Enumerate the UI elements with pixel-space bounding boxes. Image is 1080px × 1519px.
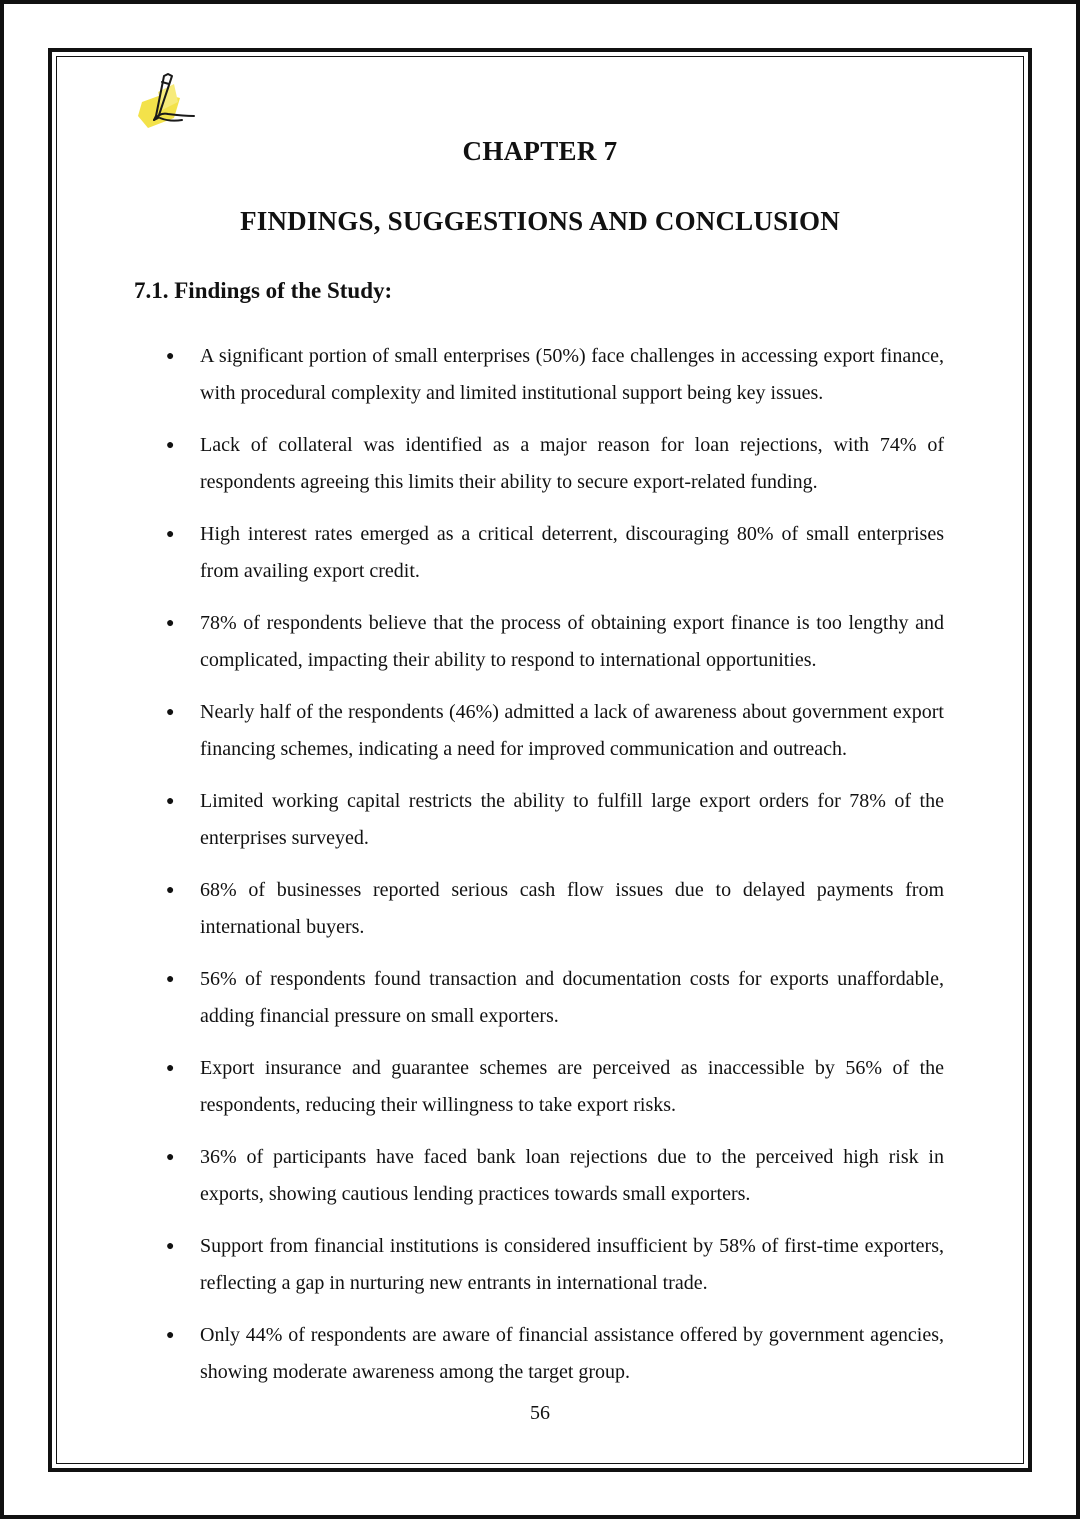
page-number: 56 [530,1402,550,1424]
finding-text: A significant portion of small enterprises (50%) face challenges in accessing export finance, with procedural complexity and limited institutional support being key issues. [200,345,944,404]
bullet-icon: ● [166,1239,175,1254]
finding-item [164,1228,944,1317]
pen-writing-icon [134,72,204,132]
finding-text: Limited working capital restricts the ability to fulfill large export orders for 78% of the enterprises surveyed. [200,790,944,849]
chapter-title: FINDINGS, SUGGESTIONS AND CONCLUSION [240,206,840,236]
finding-item [164,1139,944,1228]
finding-text: Lack of collateral was identified as a major reason for loan rejections, with 74% of respondents agreeing this limits their ability to secure export-related funding. [200,434,944,493]
bullet-icon: ● [166,972,175,987]
findings-list [164,338,944,1406]
finding-item [164,338,944,427]
bullet-icon: ● [166,1061,175,1076]
finding-text: Export insurance and guarantee schemes are perceived as inaccessible by 56% of the respondents, reducing their willingness to take export risks. [200,1057,944,1116]
bullet-icon: ● [166,883,175,898]
bullet-icon: ● [166,349,175,364]
bullet-icon: ● [166,527,175,542]
finding-item [164,872,944,961]
chapter-number: CHAPTER 7 [462,136,618,166]
finding-text: High interest rates emerged as a critical deterrent, discouraging 80% of small enterprises from availing export credit. [200,523,944,582]
finding-text: 68% of businesses reported serious cash flow issues due to delayed payments from international buyers. [200,879,944,938]
finding-item [164,1317,944,1406]
finding-text: Support from financial institutions is considered insufficient by 58% of first-time exporters, reflecting a gap in nurturing new entrants in international trade. [200,1235,944,1294]
finding-item [164,783,944,872]
bullet-icon: ● [166,1328,175,1343]
finding-text: 36% of participants have faced bank loan rejections due to the perceived high risk in exports, showing cautious lending practices towards small exporters. [200,1146,944,1205]
bullet-icon: ● [166,438,175,453]
bullet-icon: ● [166,705,175,720]
finding-item [164,605,944,694]
bullet-icon: ● [166,1150,175,1165]
finding-text: 56% of respondents found transaction and documentation costs for exports unaffordable, adding financial pressure on small exporters. [200,968,944,1027]
finding-text: Nearly half of the respondents (46%) admitted a lack of awareness about government export financing schemes, indicating a need for improved communication and outreach. [200,701,944,760]
finding-item [164,694,944,783]
finding-text: 78% of respondents believe that the process of obtaining export finance is too lengthy and complicated, impacting their ability to respond to international opportunities. [200,612,944,671]
finding-item [164,961,944,1050]
finding-text: Only 44% of respondents are aware of financial assistance offered by government agencies, showing moderate awareness among the target group. [200,1324,944,1383]
finding-item [164,1050,944,1139]
bullet-icon: ● [166,794,175,809]
finding-item [164,516,944,605]
bullet-icon: ● [166,616,175,631]
finding-item [164,427,944,516]
section-heading: 7.1. Findings of the Study: [134,278,393,303]
